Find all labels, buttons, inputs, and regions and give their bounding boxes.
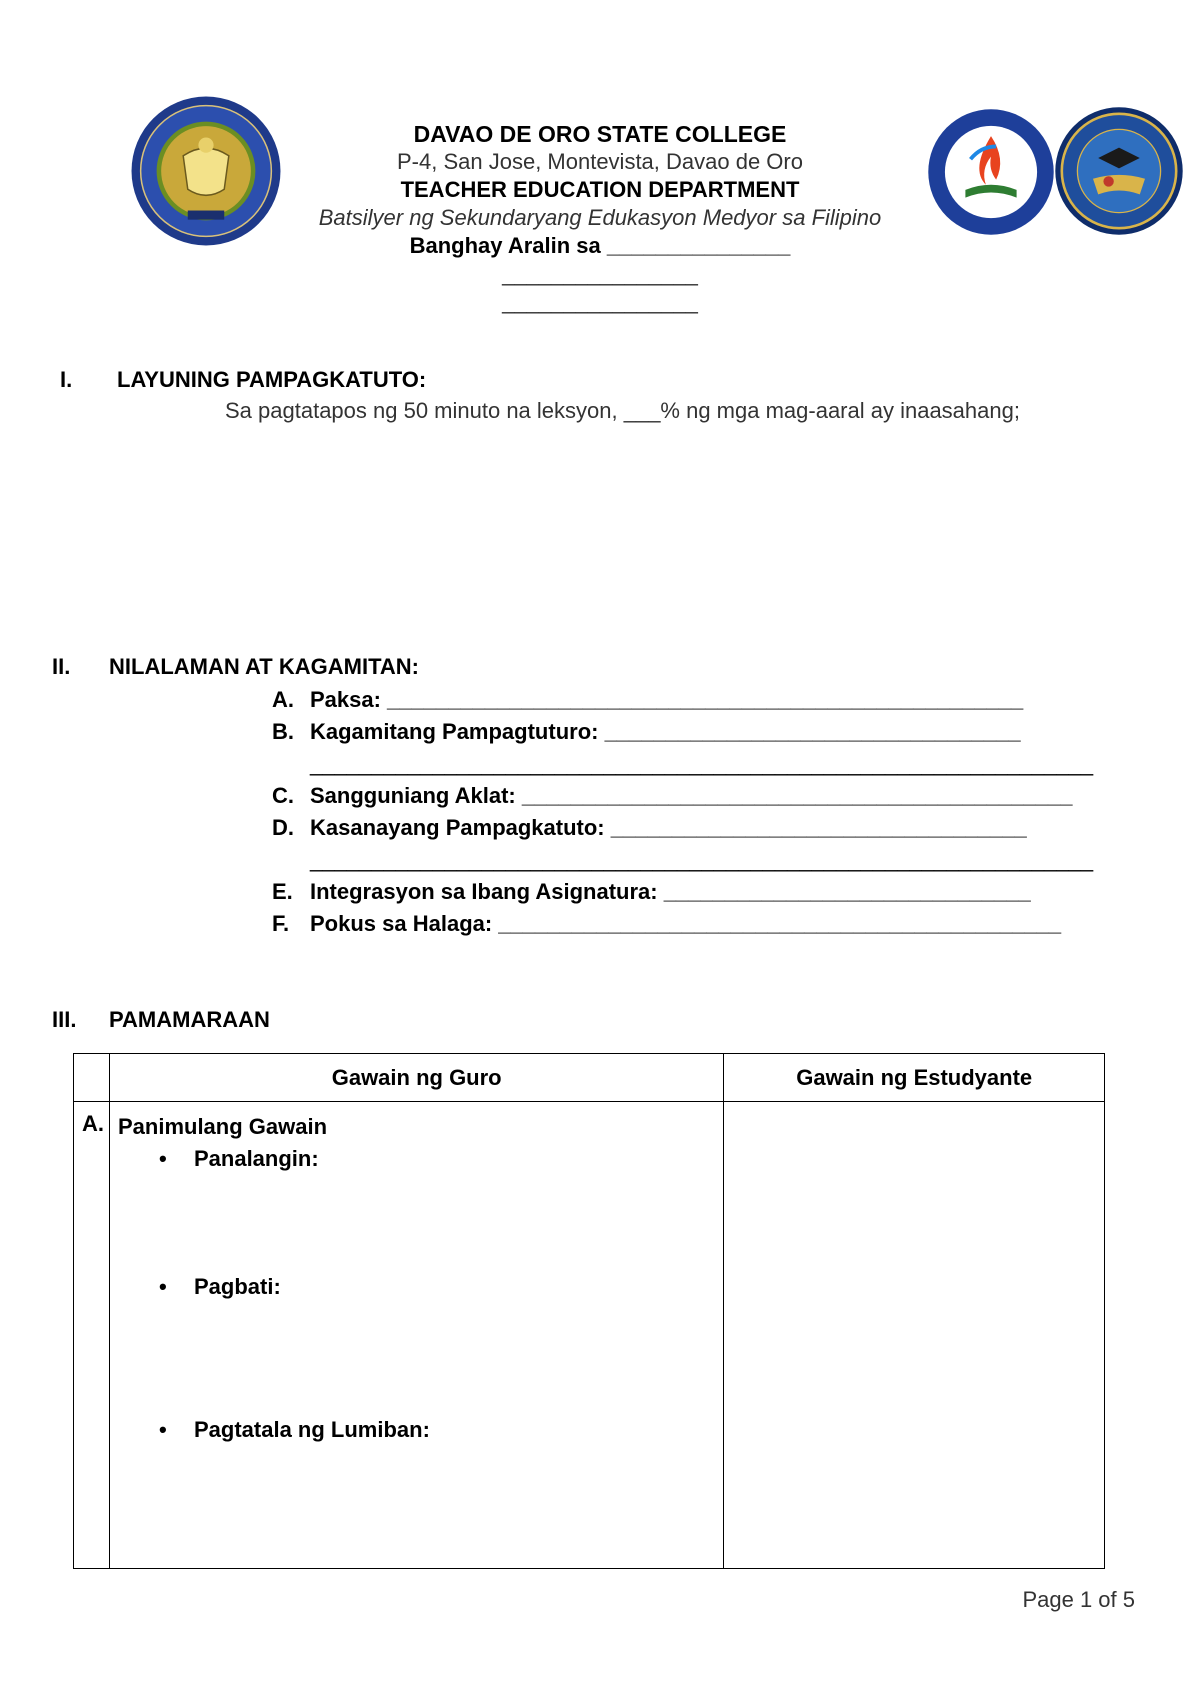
activity-item [110,1143,723,1271]
table-header-empty [74,1054,110,1102]
section-number: II. [52,654,71,679]
table-row [74,1102,1105,1569]
college-name: DAVAO DE ORO STATE COLLEGE [413,121,787,147]
objectives-intro: Sa pagtatapos ng 50 minuto na leksyon, ___% ng mga mag-aaral ay inaasahang; [225,398,1020,423]
bullet-icon: • [158,1274,167,1299]
item-letter: E. [272,879,293,904]
item-letter: A. [272,687,294,712]
header-blank-line: ________________ [502,289,698,314]
activity-item [110,1414,723,1454]
activity-label: Pagbati: [193,1274,281,1299]
page-number: Page 1 of 5 [1022,1587,1135,1612]
content-item-pokus [272,908,1093,940]
department-name: TEACHER EDUCATION DEPARTMENT [400,177,800,202]
table-header-row [74,1054,1105,1102]
item-letter: B. [272,719,294,744]
document-header [240,120,960,316]
item-text: Kasanayang Pampagkatuto: __________________________________ [310,815,1027,840]
student-activity-cell[interactable] [724,1102,1105,1569]
item-letter: F. [272,911,290,936]
continuation-line: ________________________________________________________________ [310,847,1094,872]
item-text: Sangguniang Aklat: _____________________________________________ [310,783,1073,808]
section-title: NILALAMAN AT KAGAMITAN: [109,654,419,679]
header-blank-line: ________________ [502,261,698,286]
section-title: LAYUNING PAMPAGKATUTO: [117,367,427,392]
lesson-plan-title: Banghay Aralin sa _______________ [409,233,791,258]
activity-label: Pagtatala ng Lumiban: [193,1417,430,1442]
section-number: I. [60,367,73,392]
content-item-paksa [272,684,1093,716]
procedure-table [73,1053,1105,1569]
item-text: Kagamitang Pampagtuturo: __________________________________ [310,719,1021,744]
row-title: Panimulang Gawain [117,1114,328,1139]
table-header-teacher: Gawain ng Guro [109,1054,723,1102]
content-item-kagamitan [272,716,1093,748]
table-header-student: Gawain ng Estudyante [724,1054,1105,1102]
section-title: PAMAMARAAN [109,1007,270,1032]
program-name: Batsilyer ng Sekundaryang Edukasyon Medyor sa Filipino [318,205,882,230]
bullet-icon: • [158,1417,167,1442]
continuation-line: ________________________________________________________________ [310,751,1094,776]
teacher-activity-cell[interactable] [109,1102,723,1569]
section-number: III. [52,1007,77,1032]
college-address: P-4, San Jose, Montevista, Davao de Oro [397,149,803,174]
content-list [272,684,1093,940]
activity-item [110,1271,723,1414]
bullet-icon: • [158,1146,167,1171]
item-letter: D. [272,815,294,840]
content-item-kasanayan [272,812,1093,844]
item-text: Pokus sa Halaga: ______________________________________________ [310,911,1062,936]
item-text: Integrasyon sa Ibang Asignatura: ______________________________ [310,879,1031,904]
item-text: Paksa: ____________________________________________________ [310,687,1024,712]
activity-label: Panalangin: [193,1146,319,1171]
secondary-education-seal-logo [1054,104,1184,238]
content-item-integrasyon [272,876,1093,908]
row-letter: A. [74,1102,110,1569]
content-item-sanggunian [272,780,1093,812]
item-letter: C. [272,783,294,808]
